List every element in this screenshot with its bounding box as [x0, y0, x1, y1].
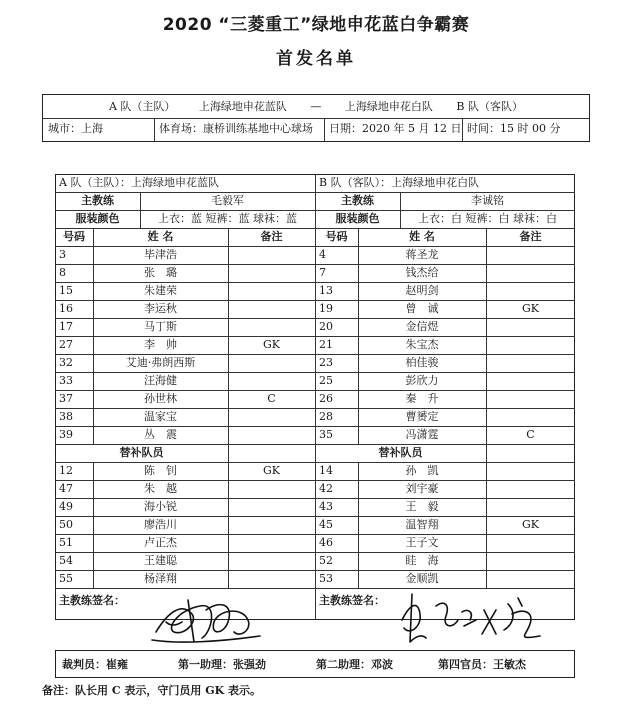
player-name: 冯潇霆 — [405, 428, 439, 441]
player-remark: GK — [262, 464, 280, 477]
player-number: 8 — [59, 266, 66, 279]
match-teams-row — [42, 96, 590, 118]
player-number: 42 — [319, 482, 333, 495]
player-number: 52 — [319, 554, 333, 567]
player-number: 51 — [59, 536, 73, 549]
player-name: 李运秋 — [144, 302, 177, 315]
player-remark: GK — [262, 338, 280, 351]
player-remark — [490, 354, 571, 372]
player-remark — [490, 264, 571, 282]
team-b-coach-label: 主教练 — [341, 194, 374, 207]
player-remark — [490, 372, 571, 390]
team-a-signature-label: 主教练签名： — [59, 594, 125, 607]
player-remark — [232, 516, 311, 534]
player-number: 4 — [319, 248, 326, 261]
player-remark — [490, 408, 571, 426]
fourth-official-field: 第四官员：王敏杰 — [438, 658, 526, 671]
player-name: 眭 海 — [405, 554, 439, 567]
player-name: 柏佳骏 — [405, 356, 439, 369]
player-name: 李 帅 — [144, 338, 177, 351]
document-subtitle: 首发名单 — [276, 49, 356, 69]
player-name: 汪海健 — [144, 374, 177, 387]
team-b-signature-label: 主教练签名： — [319, 594, 385, 607]
player-remark: GK — [521, 518, 539, 531]
team-a-coach: 毛毅军 — [211, 194, 244, 207]
player-remark — [490, 480, 571, 498]
player-remark — [232, 354, 311, 372]
player-number: 23 — [319, 356, 333, 369]
player-number: 32 — [59, 356, 73, 369]
team-a-name-header: 姓 名 — [147, 230, 174, 243]
team-a-kit: 上衣：蓝 短裤：蓝 球袜：蓝 — [158, 212, 297, 225]
away-team-name: 上海绿地申花白队 — [344, 100, 433, 113]
player-number: 15 — [59, 284, 73, 297]
home-label: A 队（主队） — [108, 100, 176, 113]
player-number: 38 — [59, 410, 73, 423]
player-remark — [490, 246, 571, 264]
player-remark — [232, 480, 311, 498]
player-remark — [490, 318, 571, 336]
player-remark — [490, 462, 571, 480]
player-number: 12 — [59, 464, 73, 477]
player-name: 王建聪 — [144, 554, 177, 567]
player-remark: GK — [521, 302, 539, 315]
player-number: 26 — [319, 392, 333, 405]
player-number: 25 — [319, 374, 333, 387]
player-number: 46 — [319, 536, 333, 549]
player-number: 53 — [319, 572, 333, 585]
player-remark — [232, 246, 311, 264]
team-a-kit-label: 服装颜色 — [75, 212, 120, 225]
stadium-field: 体育场：康桥训练基地中心球场 — [159, 122, 313, 135]
player-number: 33 — [59, 374, 73, 387]
player-number: 49 — [59, 500, 73, 513]
player-name: 马丁斯 — [144, 320, 177, 333]
assistant1-field: 第一助理：张强劲 — [178, 658, 266, 671]
player-number: 39 — [59, 428, 73, 441]
team-b-coach: 李诚铭 — [471, 194, 504, 207]
player-name: 曹赟定 — [405, 410, 439, 423]
player-remark — [232, 552, 311, 570]
player-name: 王 毅 — [405, 500, 439, 513]
player-number: 43 — [319, 500, 333, 513]
player-name: 艾迪·弗朗西斯 — [125, 356, 196, 369]
assistant2-field: 第二助理：邓波 — [316, 658, 393, 671]
player-number: 37 — [59, 392, 73, 405]
player-number: 7 — [319, 266, 326, 279]
player-remark: C — [526, 428, 535, 441]
player-name: 朱 越 — [144, 482, 177, 495]
document-title: 2020 “三菱重工”绿地申花蓝白争霸赛 — [162, 15, 470, 35]
team-b-name-header: 姓 名 — [409, 230, 435, 243]
player-remark — [490, 552, 571, 570]
team-b-kit: 上衣：白 短裤：白 球袜：白 — [418, 212, 557, 225]
player-remark — [490, 336, 571, 354]
player-number: 20 — [319, 320, 333, 333]
player-number: 13 — [319, 284, 333, 297]
player-number: 14 — [319, 464, 333, 477]
player-remark — [232, 282, 311, 300]
player-name: 曾 诚 — [405, 302, 439, 315]
player-number: 16 — [59, 302, 73, 315]
player-remark — [232, 300, 311, 318]
time-field: 时间：15 时 00 分 — [467, 122, 561, 135]
player-number: 21 — [319, 338, 333, 351]
player-name: 丛 震 — [144, 428, 177, 441]
player-remark — [232, 426, 311, 444]
player-name: 金信煜 — [405, 320, 439, 333]
city-field: 城市：上海 — [48, 122, 103, 135]
player-remark — [490, 498, 571, 516]
player-remark: C — [267, 392, 276, 405]
player-remark — [490, 282, 571, 300]
player-remark — [232, 372, 311, 390]
team-a-number-header: 号码 — [63, 230, 85, 243]
player-name: 卢正杰 — [144, 536, 177, 549]
team-a-coach-label: 主教练 — [81, 194, 114, 207]
team-b-header: B 队（客队）：上海绿地申花白队 — [319, 176, 480, 189]
player-name: 朱建荣 — [144, 284, 177, 297]
player-name: 朱宝杰 — [405, 338, 439, 351]
player-name: 王子文 — [405, 536, 439, 549]
team-b-number-header: 号码 — [325, 230, 348, 243]
team-dash: — — [310, 100, 322, 113]
player-remark — [232, 534, 311, 552]
footnote: 备注：队长用 C 表示，守门员用 GK 表示。 — [42, 684, 262, 697]
away-label: B 队（客队） — [456, 100, 524, 113]
player-name: 金顺凯 — [405, 572, 439, 585]
player-name: 张 璐 — [144, 266, 177, 279]
team-b-kit-label: 服装颜色 — [335, 212, 380, 225]
player-remark — [232, 498, 311, 516]
team-b-subs-header: 替补队员 — [378, 446, 423, 459]
player-name: 蒋圣龙 — [405, 248, 439, 261]
player-name: 孙 凯 — [405, 464, 439, 477]
player-remark — [232, 264, 311, 282]
player-number: 28 — [319, 410, 333, 423]
team-b-remarks-header: 备注 — [519, 230, 542, 243]
player-name: 彭欣力 — [405, 374, 439, 387]
player-remark — [232, 408, 311, 426]
player-name: 毕津浩 — [144, 248, 177, 261]
team-a-header: A 队（主队）：上海绿地申花蓝队 — [59, 176, 219, 189]
player-number: 17 — [59, 320, 73, 333]
player-name: 孙世林 — [144, 392, 177, 405]
player-number: 35 — [319, 428, 333, 441]
player-name: 杨泽翔 — [144, 572, 177, 585]
date-field: 日期：2020 年 5 月 12 日 — [329, 122, 462, 135]
player-number: 19 — [319, 302, 333, 315]
player-name: 赵明剑 — [405, 284, 439, 297]
player-number: 50 — [59, 518, 73, 531]
player-name: 海小锐 — [144, 500, 177, 513]
player-number: 55 — [59, 572, 73, 585]
team-a-subs-header: 替补队员 — [119, 446, 164, 459]
player-remark — [232, 318, 311, 336]
player-number: 47 — [59, 482, 73, 495]
player-remark — [232, 570, 311, 588]
team-a-remarks-header: 备注 — [260, 230, 283, 243]
player-number: 3 — [59, 248, 66, 261]
player-name: 钱杰给 — [405, 266, 439, 279]
player-number: 45 — [319, 518, 333, 531]
player-number: 54 — [59, 554, 73, 567]
player-number: 27 — [59, 338, 73, 351]
referee-field: 裁判员：崔雍 — [62, 658, 128, 671]
player-name: 陈 钊 — [144, 464, 177, 477]
player-name: 温智翔 — [405, 518, 439, 531]
player-name: 温家宝 — [144, 410, 177, 423]
player-remark — [490, 534, 571, 552]
player-remark — [490, 390, 571, 408]
home-team-name: 上海绿地申花蓝队 — [198, 100, 287, 113]
player-name: 廖浩川 — [144, 518, 177, 531]
player-remark — [490, 570, 571, 588]
player-name: 秦 升 — [405, 392, 439, 405]
player-name: 刘宇豪 — [405, 482, 439, 495]
